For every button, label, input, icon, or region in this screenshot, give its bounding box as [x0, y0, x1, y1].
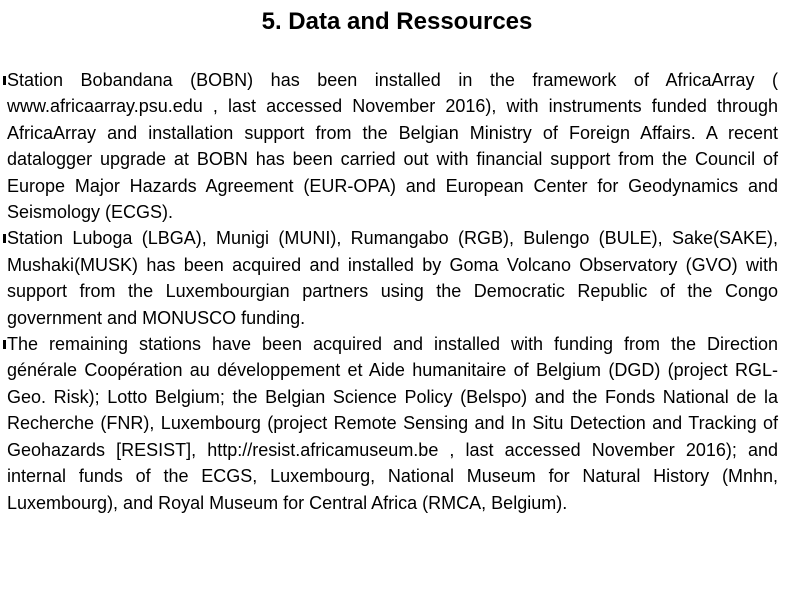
paragraph-text: Station Bobandana (BOBN) has been installed in the framework of AfricaArray ( www.africaarray.psu.edu , last accessed November 2016), with instruments funded through AfricaArray and installation support from the Belgian Ministry of Foreign Affairs. A recent datalogger upgrade at BOBN has been carried out with financial support from the Council of Europe Major Hazards Agreement (EUR-OPA) and European Center for Geodynamics and Seismology (ECGS).: [7, 70, 778, 223]
paragraph-text: Station Luboga (LBGA), Munigi (MUNI), Rumangabo (RGB), Bulengo (BULE), Sake(SAKE), Mushaki(MUSK) has been acquired and installed by Goma Volcano Observatory (GVO) with support from the Luxembourgian partners using the Democratic Republic of the Congo government and MONUSCO funding.: [7, 228, 778, 328]
slide-title: 5. Data and Ressources: [261, 8, 533, 35]
paragraph-remaining-stations: [7, 331, 778, 516]
slide-body: [7, 67, 778, 516]
bullet-marker: [3, 234, 6, 243]
paragraph-bobn: [7, 67, 778, 225]
paragraph-text: The remaining stations have been acquired and installed with funding from the Direction générale Coopération au développement et Aide humanitaire of Belgium (DGD) (project RGL-Geo. Risk); Lotto Belgium; the Belgian Science Policy (Belspo) and the Fonds National de la Recherche (FNR), Luxembourg (project Remote Sensing and In Situ Detection and Tracking of Geohazards [RESIST], http://resist.africamuseum.be , last accessed November 2016); and internal funds of the ECGS, Luxembourg, National Museum for Natural History (Mnhn, Luxembourg), and Royal Museum for Central Africa (RMCA, Belgium).: [7, 334, 778, 513]
bullet-marker: [3, 340, 6, 349]
paragraph-gvo-stations: [7, 225, 778, 331]
bullet-marker: [3, 76, 6, 85]
